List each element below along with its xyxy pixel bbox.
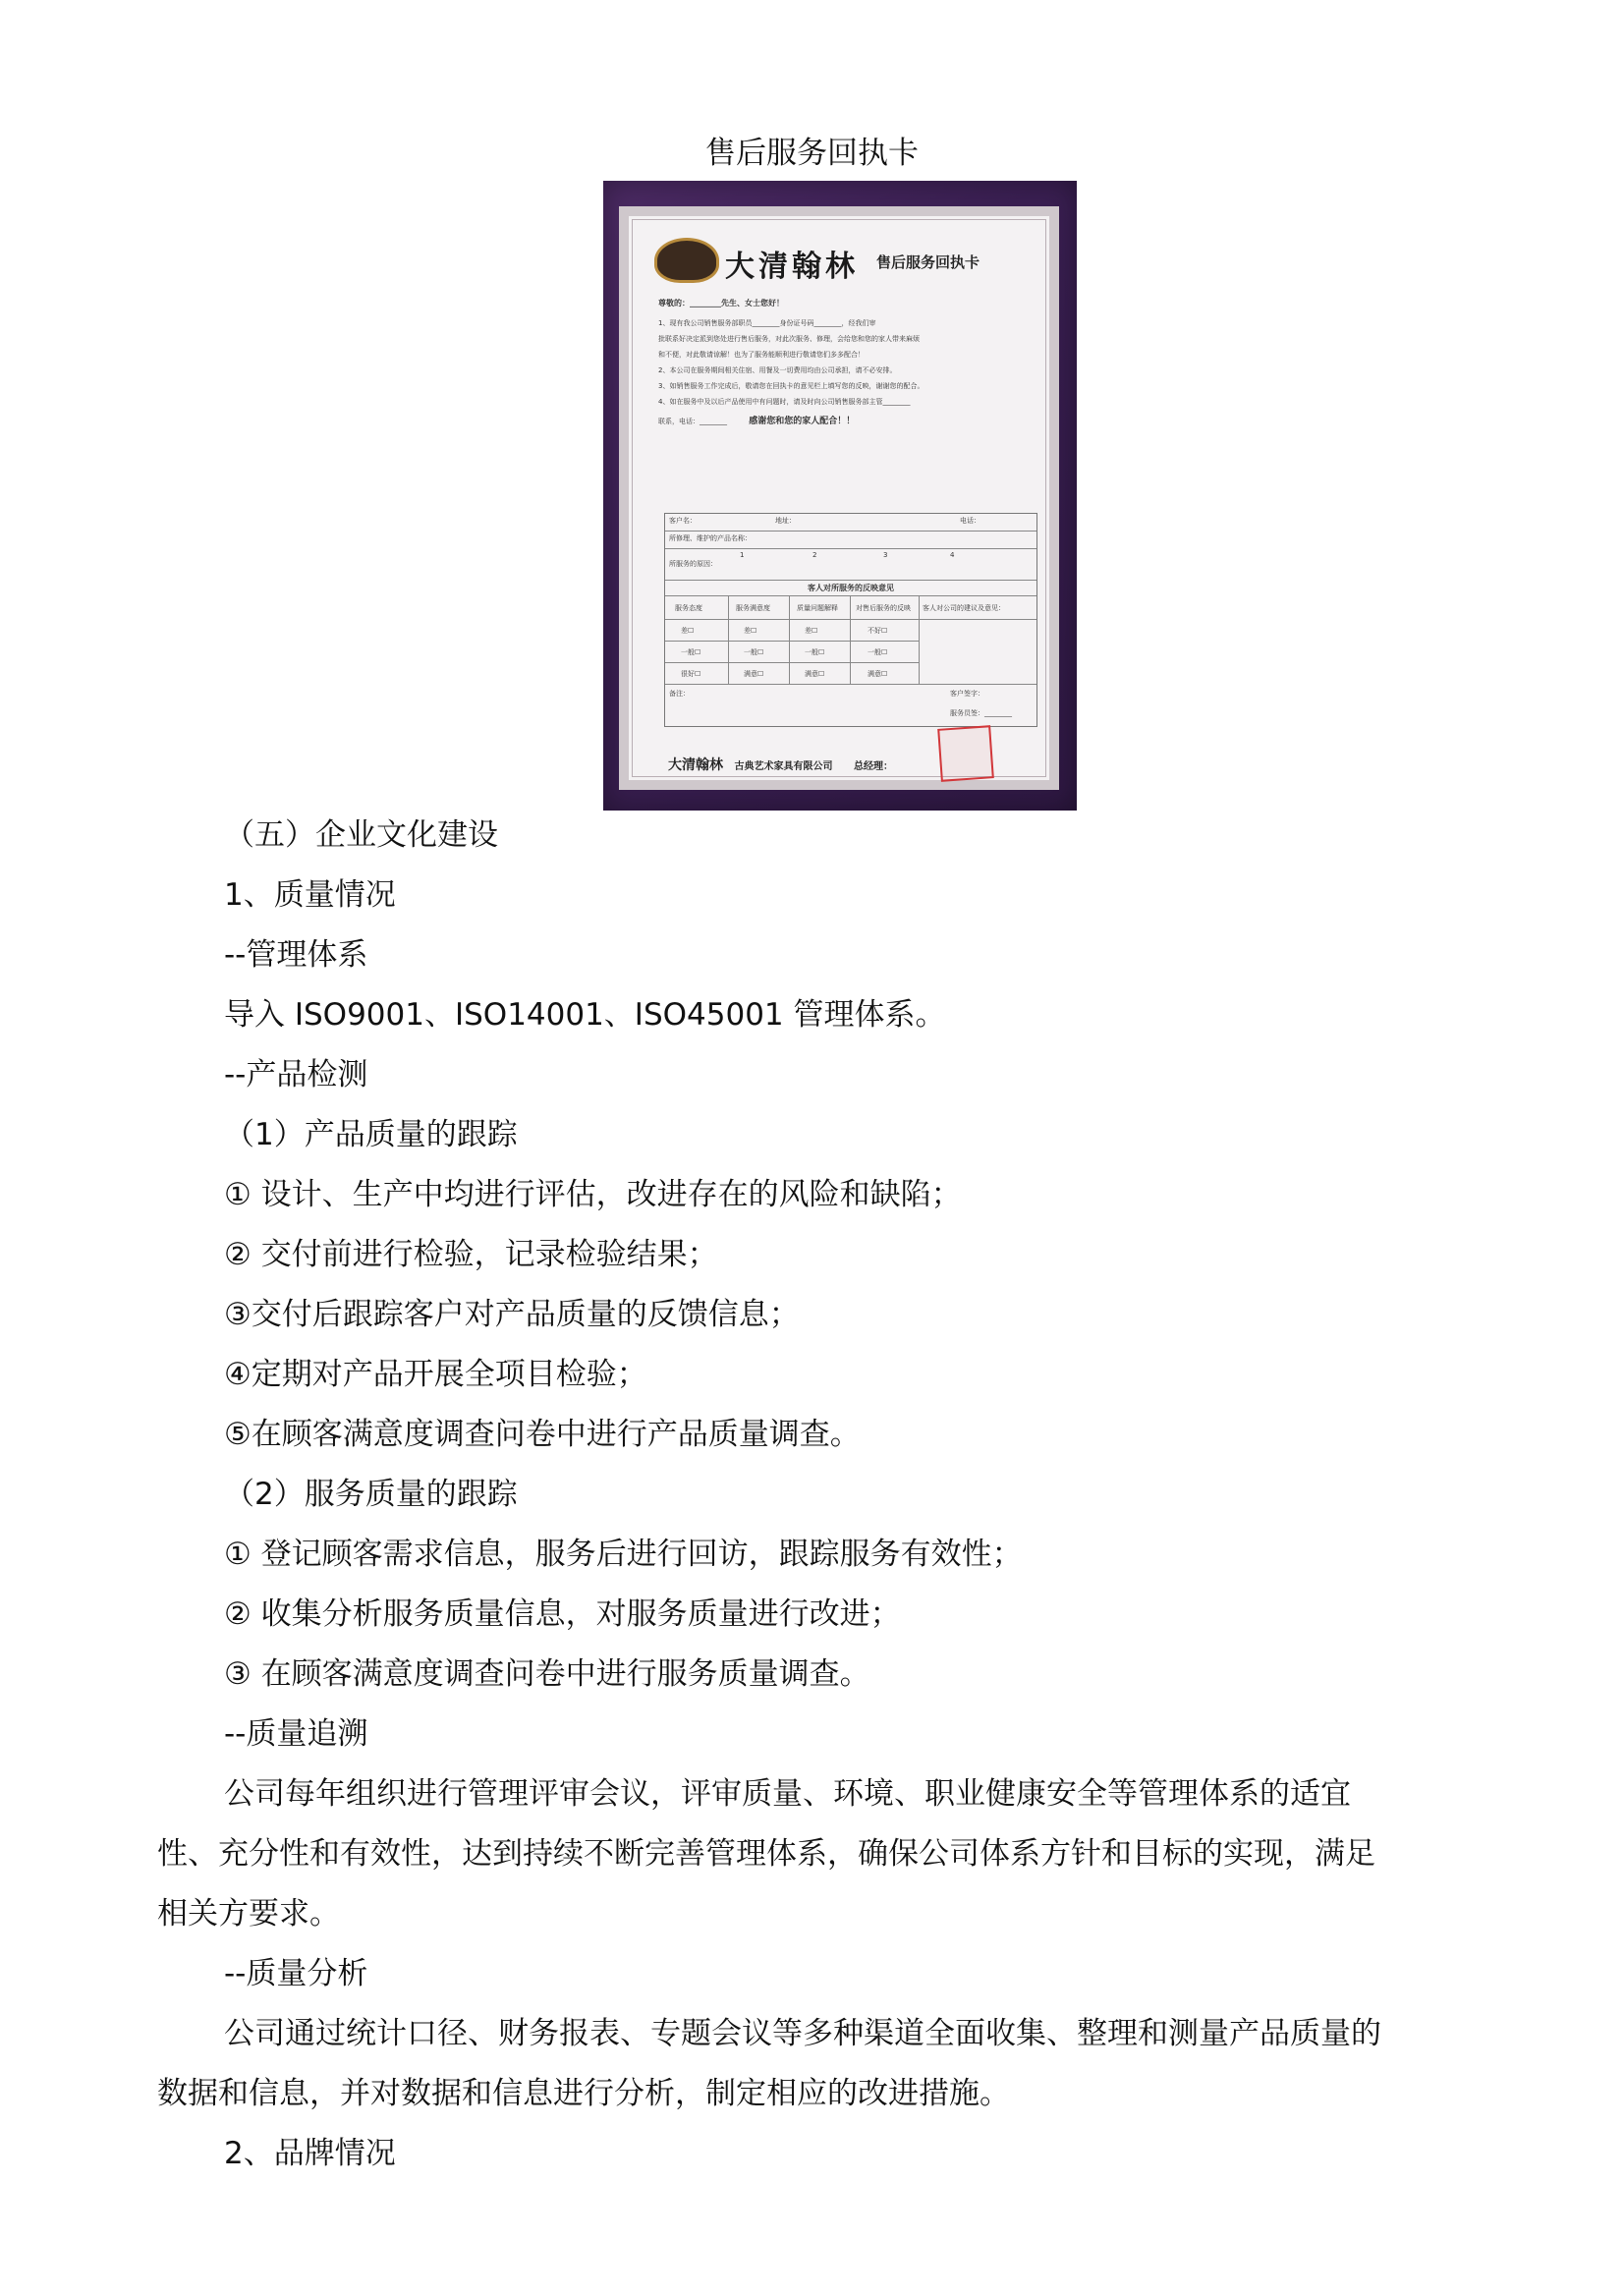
form-row-grid — [665, 620, 919, 642]
service-card-photo — [603, 181, 1077, 811]
list-item: ⑤在顾客满意度调查问卷中进行产品质量调查。 — [224, 1417, 861, 1452]
grid-cell: 一般☐ — [744, 648, 764, 656]
card-term: 1、现有我公司销售服务部职员________身份证号码________，经我们审 — [658, 319, 876, 327]
section-heading: （五）企业文化建设 — [224, 817, 498, 853]
form-row-product — [665, 532, 1036, 549]
grid-cell: 一般☐ — [868, 648, 888, 656]
grid-cell: 一般☐ — [681, 648, 701, 656]
paragraph-line: 相关方要求。 — [157, 1896, 340, 1931]
form-row-customer — [665, 514, 1036, 532]
subsection-heading: 2、品牌情况 — [224, 2136, 396, 2171]
red-seal-stamp — [937, 725, 994, 782]
form-row-grid — [665, 663, 1036, 685]
topic-heading: --质量追溯 — [224, 1716, 368, 1752]
table-divider — [919, 596, 920, 685]
table-divider — [789, 596, 790, 685]
topic-heading: --管理体系 — [224, 937, 368, 973]
form-label-customer: 客户名： — [669, 517, 697, 525]
customer-signature-label: 客户签字： — [950, 690, 984, 698]
item-heading: （2）服务质量的跟踪 — [224, 1477, 518, 1512]
card-header — [654, 238, 1028, 285]
header-quality: 质量问题解释 — [797, 604, 838, 612]
card-form-table — [664, 513, 1037, 727]
form-row-grid — [665, 642, 919, 663]
table-divider — [728, 596, 729, 685]
header-attitude: 服务态度 — [675, 604, 702, 612]
card-terms — [658, 316, 1036, 409]
grid-cell: 差☐ — [805, 627, 818, 635]
paragraph-line: 公司每年组织进行管理评审会议，评审质量、环境、职业健康安全等管理体系的适宜 — [224, 1776, 1351, 1812]
form-label-reason: 所服务的原因： — [669, 560, 717, 568]
grid-cell: 满意☐ — [744, 670, 764, 678]
card-title: 售后服务回执卡 — [876, 253, 980, 271]
reason-number: 3 — [883, 551, 888, 559]
grid-cell: 差☐ — [744, 627, 757, 635]
item-heading: （1）产品质量的跟踪 — [224, 1117, 518, 1152]
card-term: 4、如在服务中及以后产品使用中有问题时，请及时向公司销售服务部主管________ — [658, 398, 911, 406]
form-row-headers — [665, 596, 1036, 620]
footer-company: 古典艺术家具有限公司 — [734, 761, 833, 772]
list-item: ② 交付前进行检验，记录检验结果； — [224, 1237, 718, 1272]
list-item: ① 设计、生产中均进行评估，改进存在的风险和缺陷； — [224, 1177, 962, 1212]
grid-cell: 满意☐ — [805, 670, 825, 678]
card-brand: 大清翰林 — [725, 250, 859, 284]
footer-brand: 大清翰林 — [668, 757, 723, 773]
card-term: 2、本公司在服务期间相关住宿、用餐及一切费用均由公司承担，请不必安排。 — [658, 366, 897, 374]
form-label-address: 地址： — [775, 517, 796, 525]
card-term: 批联系好决定派到您处进行售后服务，对此次服务、修理，会给您和您的家人带来麻烦 — [658, 335, 920, 343]
header-satisfaction: 服务满意度 — [736, 604, 770, 612]
card-contact — [658, 415, 1036, 428]
list-item: ② 收集分析服务质量信息，对服务质量进行改进； — [224, 1596, 901, 1632]
form-label-remarks: 备注： — [669, 690, 690, 698]
paragraph-line: 数据和信息，并对数据和信息进行分析，制定相应的改进措施。 — [157, 2076, 1010, 2111]
grid-cell: 差☐ — [681, 627, 695, 635]
form-label-phone: 电话： — [960, 517, 980, 525]
subsection-heading: 1、质量情况 — [224, 877, 396, 913]
card-body — [658, 297, 1036, 428]
paragraph-line: 公司通过统计口径、财务报表、专题会议等多种渠道全面收集、整理和测量产品质量的 — [224, 2016, 1381, 2051]
reason-number: 4 — [950, 551, 955, 559]
grid-cell: 不好☐ — [868, 627, 888, 635]
text-line: 导入 ISO9001、ISO14001、ISO45001 管理体系。 — [224, 997, 946, 1033]
grid-cell: 满意☐ — [868, 670, 888, 678]
list-item: ③ 在顾客满意度调查问卷中进行服务质量调查。 — [224, 1656, 870, 1692]
brand-emblem-icon — [654, 238, 719, 283]
header-feedback: 对售后服务的反映 — [856, 604, 911, 612]
reason-number: 1 — [740, 551, 745, 559]
grid-cell: 一般☐ — [805, 648, 825, 656]
reason-number: 2 — [812, 551, 817, 559]
header-suggestions: 客人对公司的建议及意见： — [923, 604, 1005, 612]
service-signature-label: 服务员签：________ — [950, 709, 1012, 717]
list-item: ③交付后跟踪客户对产品质量的反馈信息； — [224, 1297, 800, 1332]
list-item: ① 登记顾客需求信息，服务后进行回访，跟踪服务有效性； — [224, 1537, 1023, 1572]
topic-heading: --质量分析 — [224, 1956, 368, 1991]
opinion-title: 客人对所服务的反映意见 — [808, 584, 894, 592]
topic-heading: --产品检测 — [224, 1057, 368, 1092]
card-term: 3、如销售服务工作完成后，敬请您在回执卡的意见栏上填写您的反映，谢谢您的配合。 — [658, 382, 924, 390]
footer-manager: 总经理： — [853, 761, 893, 772]
table-divider — [850, 596, 851, 685]
form-label-product: 所修理、维护的产品名称： — [669, 534, 752, 542]
list-item: ④定期对产品开展全项目检验； — [224, 1357, 647, 1392]
form-row-reason — [665, 549, 1036, 581]
grid-cell: 很好☐ — [681, 670, 701, 678]
service-card — [619, 206, 1059, 790]
paragraph-line: 性、充分性和有效性，达到持续不断完善管理体系，确保公司体系方针和目标的实现，满足 — [157, 1836, 1375, 1872]
card-term: 和不便，对此敬请谅解！也为了服务能顺利进行敬请您们多多配合！ — [658, 351, 865, 359]
card-greeting: 尊敬的：________先生、女士您好！ — [658, 299, 784, 308]
card-contact-text: 联系，电话：________ — [658, 418, 727, 425]
card-thanks: 感谢您和您的家人配合！！ — [749, 417, 856, 426]
form-row-opinion-title — [665, 581, 1036, 596]
figure-caption: 售后服务回执卡 — [705, 136, 919, 171]
